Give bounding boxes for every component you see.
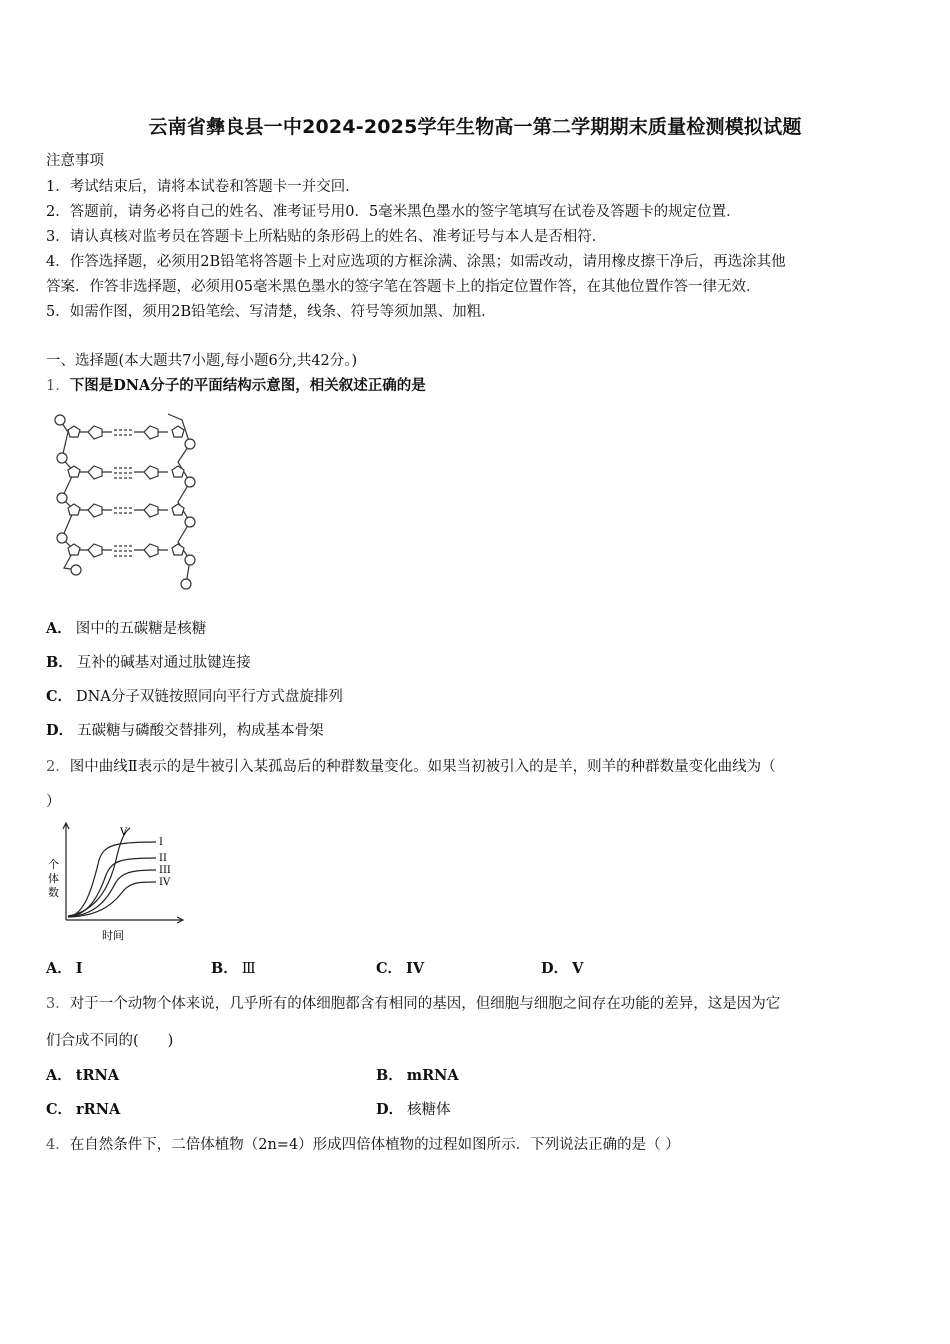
page-title: 云南省彝良县一中2024-2025学年生物高一第二学期期末质量检测模拟试题 bbox=[148, 116, 802, 138]
question-2-number: 2． bbox=[46, 759, 70, 775]
question-3-stem-cont: 们合成不同的( ) bbox=[46, 1033, 174, 1049]
chart-ylabel-3: 数 bbox=[48, 886, 59, 899]
section-heading: 一、选择题(本大题共7小题,每小题6分,共42分。) bbox=[46, 353, 358, 369]
question-2-stem-cont: ） bbox=[46, 794, 61, 810]
question-4-stem: 4．在自然条件下，二倍体植物（2n=4）形成四倍体植物的过程如图所示．下列说法正确的是（ ） bbox=[46, 1137, 680, 1153]
chart-ylabel-1: 个 bbox=[48, 858, 59, 871]
curve-label-v: V bbox=[120, 827, 128, 838]
notice-item-1: 1．考试结束后，请将本试卷和答题卡一并交回． bbox=[46, 179, 360, 195]
notice-heading: 注意事项 bbox=[46, 153, 104, 169]
dna-structure-figure bbox=[50, 410, 210, 595]
curve-label-ii: II bbox=[159, 853, 167, 864]
chart-xlabel: 时间 bbox=[102, 929, 124, 942]
curve-label-iii: III bbox=[159, 865, 171, 876]
population-growth-chart bbox=[44, 820, 189, 945]
q2-option-b: B． Ⅲ bbox=[211, 960, 256, 977]
notice-item-4-cont: 答案．作答非选择题，必须用05毫米黑色墨水的签字笔在答题卡上的指定位置作答，在其他位置作答一律无效． bbox=[46, 279, 761, 295]
question-2-stem: 2．图中曲线Ⅱ表示的是牛被引入某孤岛后的种群数量变化。如果当初被引入的是羊，则羊的种群数量变化曲线为（ bbox=[46, 759, 776, 775]
q2-option-a: A． I bbox=[46, 960, 83, 977]
question-4-number: 4． bbox=[46, 1137, 70, 1153]
notice-item-4: 4．作答选择题，必须用2B铅笔将答题卡上对应选项的方框涂满、涂黑；如需改动，请用橡皮擦干净后，再选涂其他 bbox=[46, 254, 786, 270]
question-3-stem: 3．对于一个动物个体来说，几乎所有的体细胞都含有相同的基因，但细胞与细胞之间存在功能的差异，这是因为它 bbox=[46, 996, 781, 1012]
question-3-number: 3． bbox=[46, 996, 70, 1012]
question-1-number: 1． bbox=[46, 378, 70, 394]
curve-label-iv: IV bbox=[159, 877, 171, 888]
q2-option-d: D． V bbox=[541, 960, 584, 977]
q1-option-d: D． 五碳糖与磷酸交替排列，构成基本骨架 bbox=[46, 722, 324, 739]
curve-label-i: I bbox=[159, 837, 163, 848]
notice-item-2: 2．答题前，请务必将自己的姓名、准考证号用0．5毫米黑色墨水的签字笔填写在试卷及答题卡的规定位置． bbox=[46, 204, 741, 220]
q1-option-a: A． 图中的五碳糖是核糖 bbox=[46, 620, 207, 637]
q1-option-b: B． 互补的碱基对通过肽键连接 bbox=[46, 654, 251, 671]
q3-option-c: C． rRNA bbox=[46, 1101, 121, 1118]
notice-item-5: 5．如需作图，须用2B铅笔绘、写清楚，线条、符号等须加黑、加粗． bbox=[46, 304, 496, 320]
q3-option-d: D． 核糖体 bbox=[376, 1101, 451, 1118]
q2-option-c: C． IV bbox=[376, 960, 425, 977]
chart-ylabel-2: 体 bbox=[48, 872, 59, 885]
q1-option-c: C． DNA分子双链按照同向平行方式盘旋排列 bbox=[46, 688, 343, 705]
notice-item-3: 3．请认真核对监考员在答题卡上所粘贴的条形码上的姓名、准考证号与本人是否相符． bbox=[46, 229, 607, 245]
question-1-stem: 1．下图是DNA分子的平面结构示意图，相关叙述正确的是 bbox=[46, 377, 426, 394]
q3-option-a: A． tRNA bbox=[46, 1067, 120, 1084]
q3-option-b: B． mRNA bbox=[376, 1067, 459, 1084]
